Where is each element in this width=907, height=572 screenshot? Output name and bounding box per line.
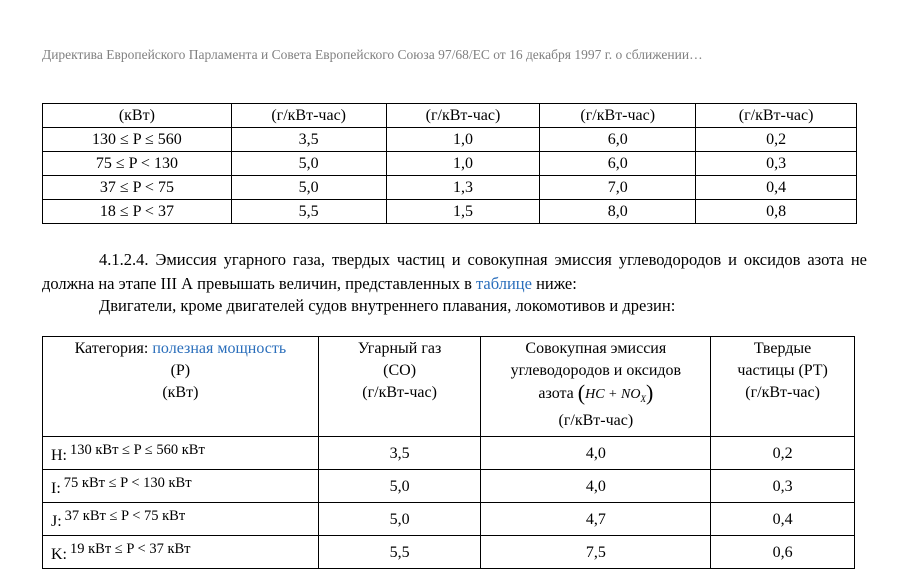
co-cell: 3,5 [318, 437, 481, 470]
category-range: 37 кВт ≤ P < 75 кВт [64, 508, 186, 524]
table-cell: 8,0 [540, 200, 696, 224]
co-cell: 5,0 [318, 470, 481, 503]
header-hc-nox [481, 337, 711, 437]
table-row [43, 503, 855, 536]
category-cell [43, 437, 319, 470]
category-letter: H: [51, 447, 67, 464]
table-cell: 1,3 [386, 176, 540, 200]
co-cell: 5,5 [318, 536, 481, 569]
category-range: 130 кВт ≤ P ≤ 560 кВт [70, 442, 205, 458]
table-cell: 7,0 [540, 176, 696, 200]
table-cell: 0,4 [696, 176, 857, 200]
header-line: (CO) [383, 362, 417, 379]
header-line: Твердые [753, 340, 812, 357]
net-power-link[interactable]: полезная мощность [152, 340, 287, 357]
table-cell: 0,3 [696, 152, 857, 176]
category-letter: K: [51, 546, 67, 563]
table-header-cell: (г/кВт-час) [386, 104, 540, 128]
table-cell: 75 ≤ P < 130 [43, 152, 232, 176]
pt-cell: 0,3 [711, 470, 855, 503]
table-row [43, 176, 857, 200]
table-header-cell: (г/кВт-час) [540, 104, 696, 128]
table-cell: 0,8 [696, 200, 857, 224]
pt-cell: 0,2 [711, 437, 855, 470]
hc-nox-cell: 4,0 [481, 470, 711, 503]
table-cell: 37 ≤ P < 75 [43, 176, 232, 200]
table-header-row [43, 337, 855, 437]
category-cell [43, 503, 319, 536]
table-cell: 6,0 [540, 128, 696, 152]
table-cell: 130 ≤ P ≤ 560 [43, 128, 232, 152]
table-cell: 1,0 [386, 152, 540, 176]
header-line: (кВт) [162, 384, 199, 401]
header-line: (P) [170, 362, 191, 379]
table-row [43, 536, 855, 569]
document-header: Директива Европейского Парламента и Совета Европейского Союза 97/68/ЕС от 16 декабря 1997 г. о сближении… [42, 47, 703, 62]
table-cell: 5,0 [231, 176, 386, 200]
emission-table-stage-previous [42, 103, 857, 224]
category-letter: I: [51, 480, 61, 497]
table-header-cell: (г/кВт-час) [696, 104, 857, 128]
table-cell: 3,5 [231, 128, 386, 152]
category-label: Категория: [74, 340, 153, 357]
pt-cell: 0,4 [711, 503, 855, 536]
hc-nox-cell: 7,5 [481, 536, 711, 569]
pt-cell: 0,6 [711, 536, 855, 569]
emission-table-stage-iii-a [42, 336, 855, 569]
formula-sub: X [640, 393, 646, 404]
table-cell: 5,5 [231, 200, 386, 224]
header-category [43, 337, 319, 437]
category-cell [43, 536, 319, 569]
table-row [43, 128, 857, 152]
table-row [43, 152, 857, 176]
paragraph-text: ниже: [531, 274, 577, 293]
table-header-row [43, 104, 857, 128]
category-range: 19 кВт ≤ P < 37 кВт [70, 541, 191, 557]
table-row [43, 200, 857, 224]
table-cell: 6,0 [540, 152, 696, 176]
header-line: частицы (PT) [737, 362, 828, 379]
header-line: (г/кВт-час) [745, 384, 820, 401]
co-cell: 5,0 [318, 503, 481, 536]
header-line: азота [538, 385, 574, 402]
hc-nox-cell: 4,7 [481, 503, 711, 536]
header-line: (г/кВт-час) [558, 411, 634, 429]
table-row [43, 470, 855, 503]
header-line: (г/кВт-час) [362, 384, 437, 401]
header-line: Совокупная эмиссия [525, 340, 667, 357]
header-co [318, 337, 481, 437]
table-header-cell: (кВт) [43, 104, 232, 128]
table-cell: 1,5 [386, 200, 540, 224]
table-cell: 0,2 [696, 128, 857, 152]
header-pt [711, 337, 855, 437]
table-cell: 18 ≤ P < 37 [43, 200, 232, 224]
paragraph-text: 4.1.2.4. Эмиссия угарного газа, твердых частиц и совокупная эмиссия углеводородов и оксидов азота не должна на этапе III А превышать величин, представленных в [42, 250, 867, 293]
header-line: углеводородов и оксидов [510, 362, 682, 379]
formula-main: HC + NO [585, 387, 641, 402]
category-letter: J: [51, 513, 62, 530]
paragraph-4-1-2-4 [42, 248, 867, 296]
paragraph-engines: Двигатели, кроме двигателей судов внутреннего плавания, локомотивов и дрезин: [99, 296, 676, 315]
table-header-cell: (г/кВт-час) [231, 104, 386, 128]
category-cell [43, 470, 319, 503]
hc-nox-formula: $(HC + NO_X)$ [577, 380, 654, 405]
table-row [43, 437, 855, 470]
hc-nox-cell: 4,0 [481, 437, 711, 470]
table-cell: 5,0 [231, 152, 386, 176]
category-range: 75 кВт ≤ P < 130 кВт [63, 475, 192, 491]
header-line: Угарный газ [357, 340, 442, 357]
table-cell: 1,0 [386, 128, 540, 152]
table-link[interactable]: таблице [476, 274, 532, 293]
